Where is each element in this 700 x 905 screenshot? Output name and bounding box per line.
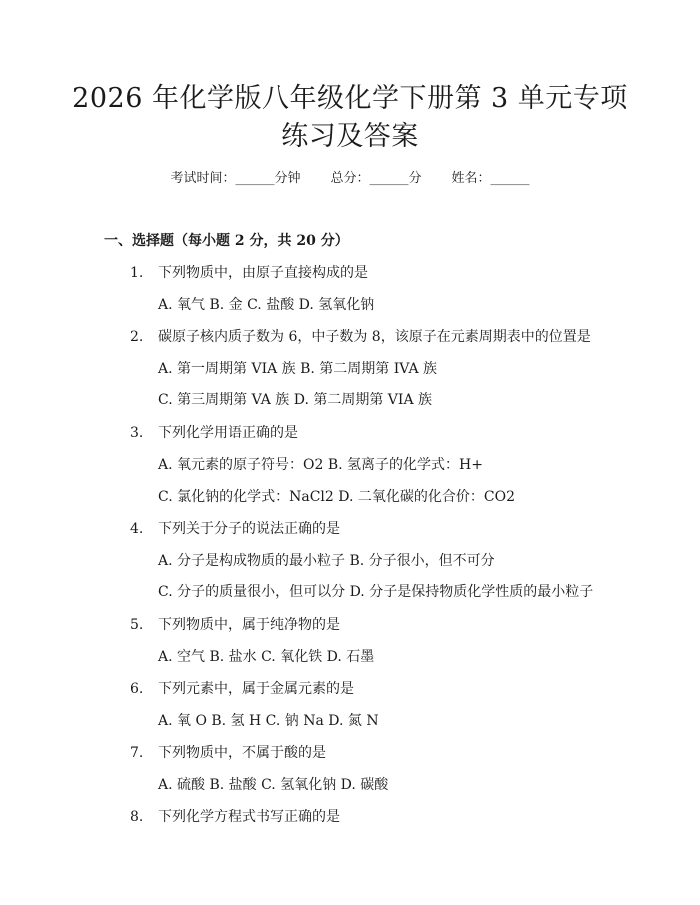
question-2 xyxy=(130,326,591,346)
question-3 xyxy=(130,422,298,442)
question-text: 下列化学方程式书写正确的是 xyxy=(158,809,340,825)
question-text: 下列物质中，属于纯净物的是 xyxy=(158,617,340,633)
question-text: 下列物质中，由原子直接构成的是 xyxy=(158,265,368,281)
question-2-options-a: A. 第一周期第 VIA 族 B. 第二周期第 IVA 族 xyxy=(158,361,438,377)
question-text: 下列元素中，属于金属元素的是 xyxy=(158,681,354,697)
section-heading: 一、选择题（每小题 2 分，共 20 分） xyxy=(104,233,349,249)
question-6-options: A. 氧 O B. 氢 H C. 钠 Na D. 氮 N xyxy=(158,713,379,729)
question-1 xyxy=(130,262,368,282)
exam-score: 总分：______分 xyxy=(330,171,422,186)
student-name: 姓名：______ xyxy=(451,171,530,186)
question-number: 4. xyxy=(130,521,144,537)
question-number: 7. xyxy=(130,745,144,761)
question-text: 碳原子核内质子数为 6，中子数为 8，该原子在元素周期表中的位置是 xyxy=(158,329,591,345)
question-text: 下列关于分子的说法正确的是 xyxy=(158,521,340,537)
question-8 xyxy=(130,806,340,826)
exam-time: 考试时间：______分钟 xyxy=(170,171,301,186)
question-4-options-a: A. 分子是构成物质的最小粒子 B. 分子很小，但不可分 xyxy=(158,553,495,569)
question-text: 下列化学用语正确的是 xyxy=(158,425,298,441)
question-number: 8. xyxy=(130,809,144,825)
question-7-options: A. 硫酸 B. 盐酸 C. 氢氧化钠 D. 碳酸 xyxy=(158,777,389,793)
question-1-options: A. 氧气 B. 金 C. 盐酸 D. 氢氧化钠 xyxy=(158,297,375,313)
exam-meta xyxy=(0,167,700,186)
question-number: 3. xyxy=(130,425,144,441)
document-title xyxy=(60,80,640,156)
question-7 xyxy=(130,742,326,762)
question-number: 1. xyxy=(130,265,144,281)
question-number: 2. xyxy=(130,329,144,345)
question-4-options-b: C. 分子的质量很小，但可以分 D. 分子是保持物质化学性质的最小粒子 xyxy=(158,584,594,600)
question-5-options: A. 空气 B. 盐水 C. 氧化铁 D. 石墨 xyxy=(158,649,375,665)
title-line-1: 2026 年化学版八年级化学下册第 3 单元专项 xyxy=(72,83,628,114)
question-3-options-b: C. 氯化钠的化学式：NaCl2 D. 二氧化碳的化合价：CO2 xyxy=(158,489,515,505)
question-text: 下列物质中，不属于酸的是 xyxy=(158,745,326,761)
question-6 xyxy=(130,678,354,698)
question-3-options-a: A. 氧元素的原子符号：O2 B. 氢离子的化学式：H+ xyxy=(158,457,483,473)
question-number: 6. xyxy=(130,681,144,697)
question-2-options-b: C. 第三周期第 VA 族 D. 第二周期第 VIA 族 xyxy=(158,392,433,408)
question-number: 5. xyxy=(130,617,144,633)
question-5 xyxy=(130,614,340,634)
title-line-2: 练习及答案 xyxy=(281,121,419,152)
question-4 xyxy=(130,518,340,538)
